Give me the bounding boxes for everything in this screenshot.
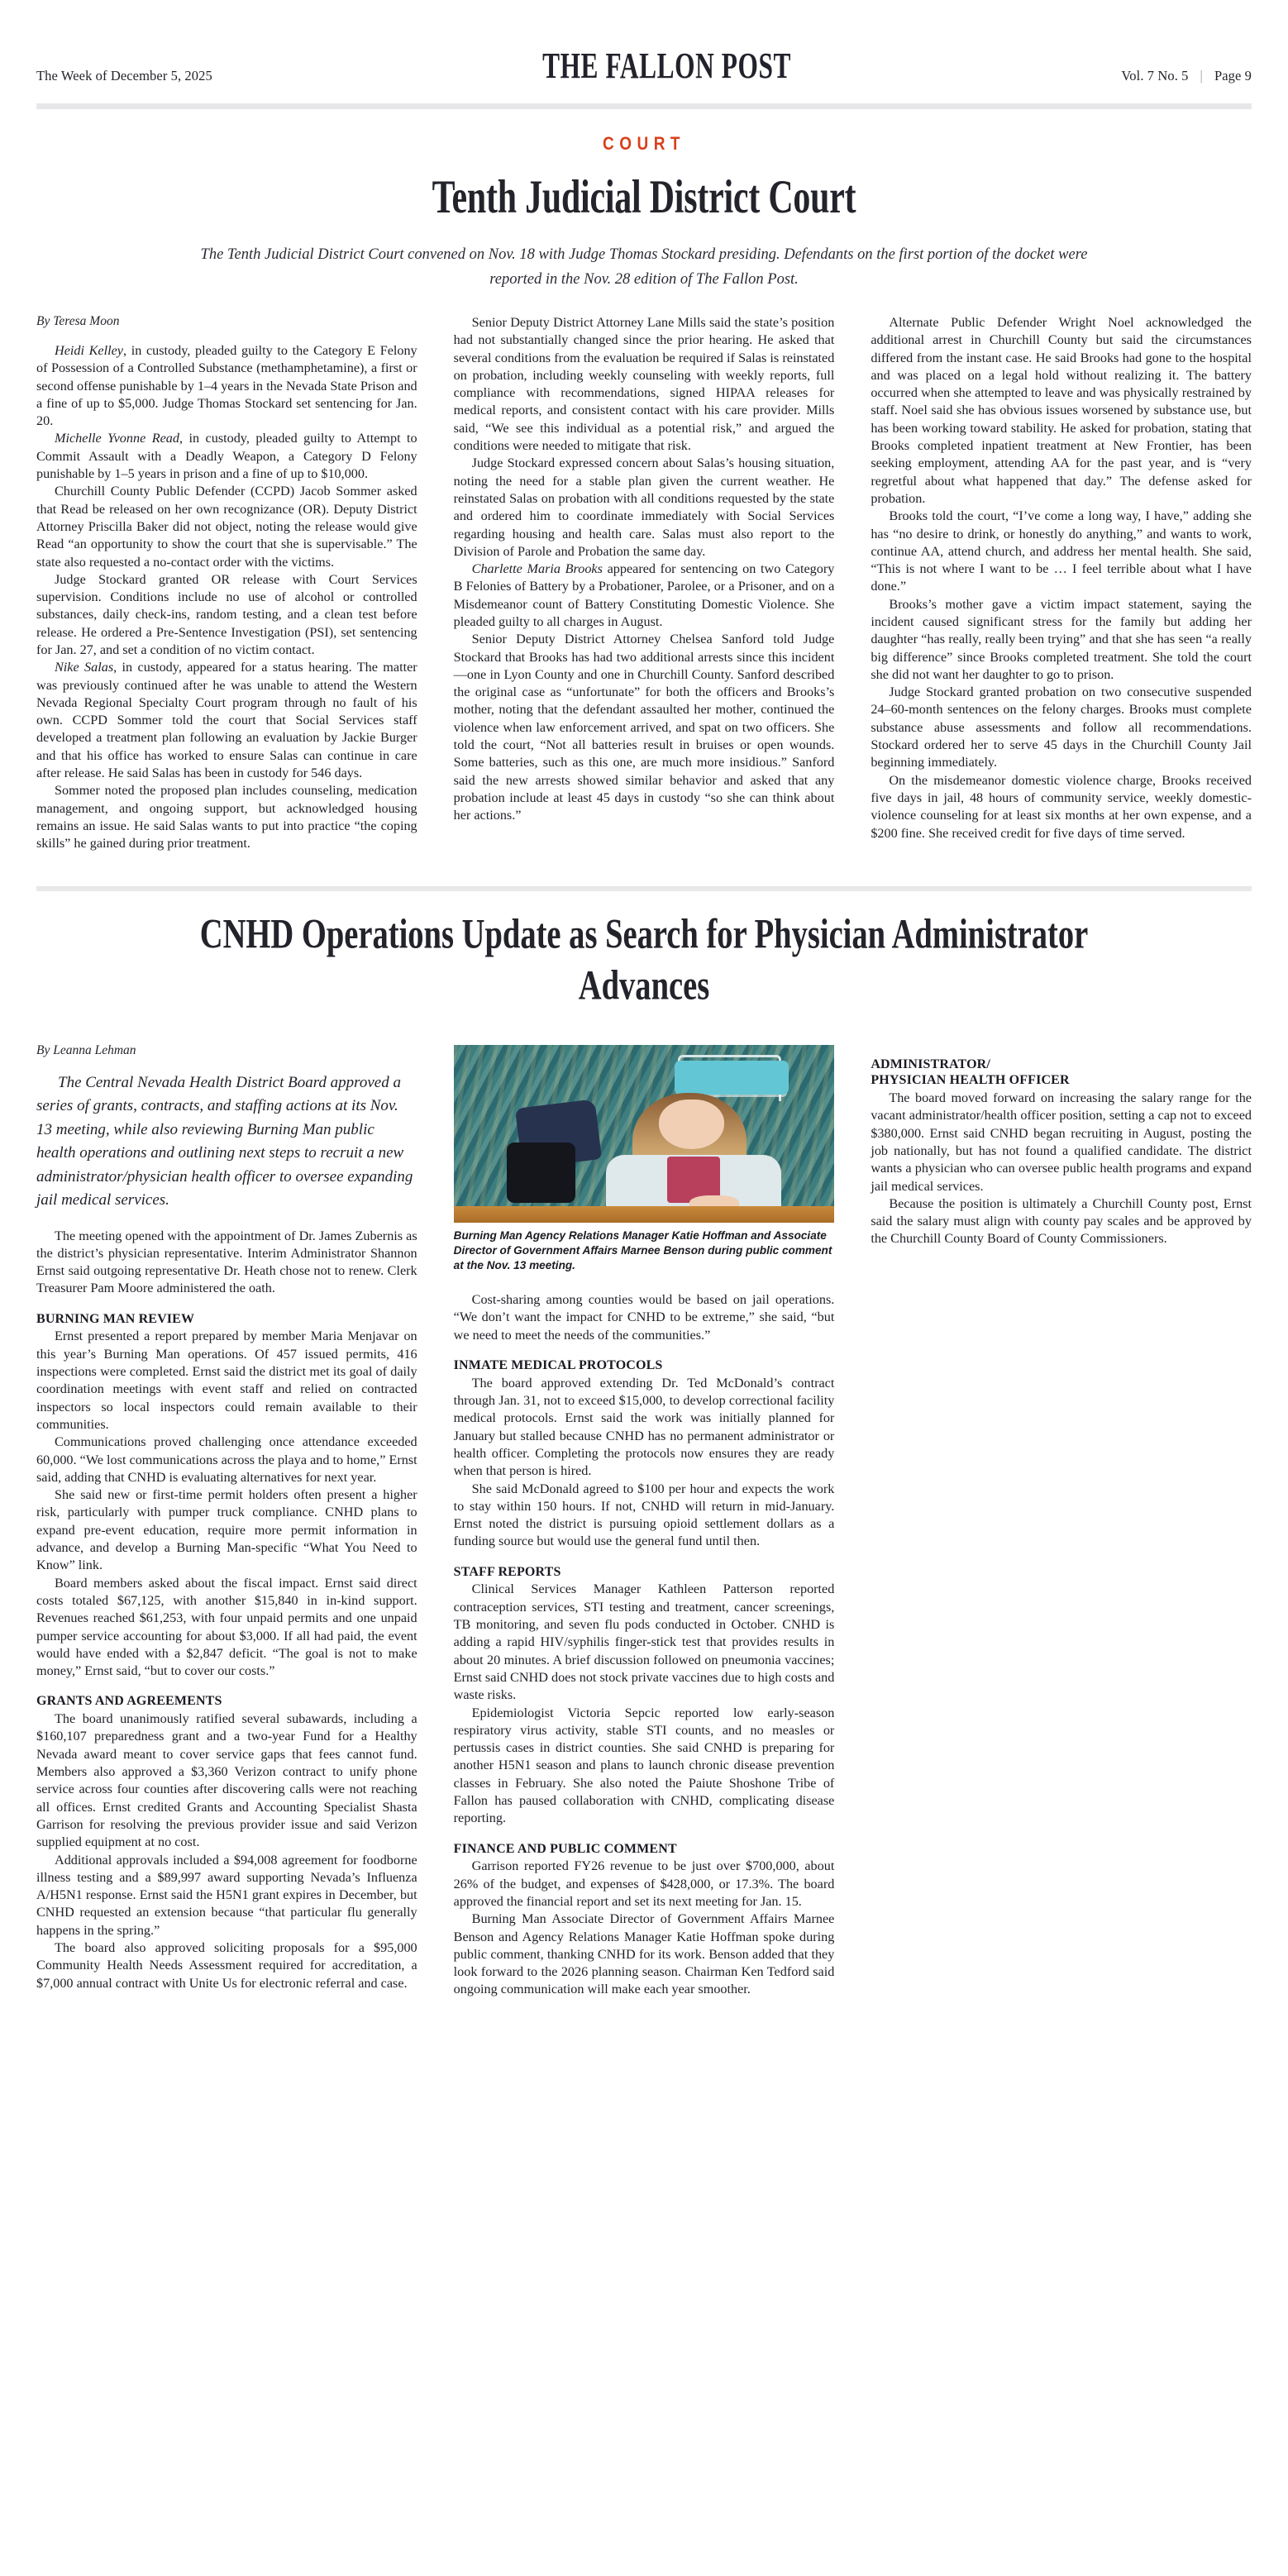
article-paragraph: Judge Stockard granted OR release with Court Services supervision. Conditions include no use of alcohol or controlled substances, daily check-ins, random testing, and a clean test before release. He ordered a Pre-Sentence Investigation (PSI), set sentencing for Jan. 27, and set a condition of no victim contact. [36, 571, 417, 657]
article-paragraph: The board moved forward on increasing the salary range for the vacant administrator/health officer position, setting a cap not to exceed $380,000. Ernst said CNHD began recruiting in August, posting the job nationally, but has not found a qualified candidate. The district wants a physician who can oversee public health programs and expand jail medical services. [871, 1090, 1252, 1194]
cnhd-byline: By Leanna Lehman [36, 1042, 136, 1057]
section-subhead: ADMINISTRATOR/ [871, 1057, 990, 1071]
article-paragraph: The board approved extending Dr. Ted McDonald’s contract through Jan. 31, not to exceed $15,000, to develop correctional facility medical protocols. Ernst said the work was initially planned for January but stalled because CNHD has no permanent administrator or health officer. Completing the protocols now ensures they are ready when that person is hired. [453, 1375, 835, 1479]
defendant-name: Nike Salas [55, 660, 114, 675]
article-divider-rule [36, 886, 1252, 891]
article-paragraph: She said new or first-time permit holders often present a higher risk, particularly with pumper truck compliance. CNHD plans to expand pre-event education, require more permit information in advance, and develop a Burning Man-specific “What You Need to Know” link. [36, 1487, 417, 1573]
masthead-page-number: Page 9 [1214, 68, 1252, 83]
masthead-title: THE FALLON POST [542, 44, 792, 86]
article-paragraph: Burning Man Associate Director of Government Affairs Marnee Benson and Agency Relations Manager Katie Hoffman spoke during public comment, thanking CNHD for its work. Benson added that they look forward to the 2026 planning season. Chairman Ken Tedford said ongoing communication will make each year smoother. [453, 1911, 835, 1997]
article-paragraph: Heidi Kelley, in custody, pleaded guilty to the Category E Felony of Possession of a Controlled Substance (methamphetamine), a first or second offense punishable by 1–4 years in the Nevada State Prison and a fine of up to $5,000. Judge Thomas Stockard set sentencing for Jan. 20. [36, 342, 417, 429]
cnhd-column-2 [454, 1043, 835, 1999]
article-paragraph: Judge Stockard granted probation on two consecutive suspended 24–60-month sentences on the felony charges. Brooks must complete substance abuse assessments and follow all recommendations. Stockard ordered her to serve 45 days in the Churchill County Jail beginning immediately. [871, 685, 1252, 770]
masthead-separator: | [1200, 68, 1203, 83]
cnhd-headline: CNHD Operations Update as Search for Physician Administrator Advances [199, 909, 1089, 1009]
court-columns [36, 314, 1252, 853]
court-col3-body [871, 314, 1252, 842]
article-paragraph: Charlette Maria Brooks appeared for sentencing on two Category B Felonies of Battery by a Probationer, Parolee, or a Prisoner, and on a Misdemeanor count of Battery Constituting Domestic Violence. She pleaded guilty to all charges in August. [453, 561, 835, 629]
masthead-rule [36, 103, 1252, 109]
article-paragraph: Churchill County Public Defender (CCPD) Jacob Sommer asked that Read be released on her own recognizance (OR). Deputy District Attorney Priscilla Baker did not object, noting the release would give Read “an opportunity to show the court that she is supervisable.” The state also requested a no-contact order with the victims. [36, 484, 417, 570]
cnhd-column-3 [871, 1043, 1252, 1999]
article-paragraph: Judge Stockard expressed concern about Salas’s housing situation, noting the need for a stable plan given the current weather. He reinstated Salas on probation with all conditions requested by the state and ordered him to coordinate immediately with Social Services regarding housing and health care. Salas must also report to the Division of Parole and Probation the same day. [453, 456, 835, 559]
defendant-name: Michelle Yvonne Read [55, 431, 179, 446]
cnhd-col1-body [36, 1228, 417, 1992]
section-subhead: INMATE MEDICAL PROTOCOLS [453, 1358, 663, 1373]
masthead-volume: Vol. 7 No. 5 [1121, 68, 1189, 83]
article-paragraph: On the misdemeanor domestic violence charge, Brooks received five days in jail, 48 hours of community service, weekly domestic-violence counseling for at least six months at her own expense, and a $200 fine. She received credit for five days of time served. [871, 772, 1252, 841]
article-paragraph: The meeting opened with the appointment of Dr. James Zubernis as the district’s physician representative. Interim Administrator Shannon Ernst said outgoing representative Dr. Heath chose not to renew. Clerk Treasurer Pam Moore administered the oath. [36, 1228, 417, 1296]
article-paragraph: Michelle Yvonne Read, in custody, pleaded guilty to Attempt to Commit Assault with a Deadly Weapon, a Category D Felony punishable by 1–5 years in prison and a fine of up to $10,000. [36, 431, 417, 482]
article-paragraph: Cost-sharing among counties would be based on jail operations. “We don’t want the impact for CNHD to be extreme,” she said, “but we need to meet the needs of the communities.” [453, 1292, 835, 1343]
court-column-1 [36, 314, 417, 853]
section-subhead: GRANTS AND AGREEMENTS [36, 1694, 222, 1709]
article-paragraph: Alternate Public Defender Wright Noel acknowledged the additional arrest in Churchill County but said the circumstances differed from the instant case. He said Brooks had gone to the hospital and was placed on a legal hold without realizing it. The battery occurred when she attempted to leave and was physically restrained by staff. Noel said she has obvious issues worsened by substance use, but has been working toward stability. He asked for probation, stating that Brooks completed inpatient treatment at New Frontier, has been seeking employment, attending AA for the past year, and is “very regretful about what happened that day.” The defense asked for probation. [871, 314, 1252, 506]
meeting-photo-figure [454, 1045, 835, 1274]
masthead-date: The Week of December 5, 2025 [36, 68, 212, 83]
article-paragraph: Board members asked about the fiscal impact. Ernst said direct costs totaled $67,125, with another $15,840 in in-kind support. Revenues reached $61,253, with four unpaid permits and one unpaid pumper service accounting for about $3,000. If all had paid, the event would have ended with a $2,847 deficit. “The goal is not to make money,” Ernst said, “but to cover our costs.” [36, 1575, 417, 1679]
cnhd-column-1 [36, 1043, 417, 1999]
court-col1-body [36, 342, 417, 853]
masthead-meta [1121, 68, 1252, 84]
section-kicker-court: COURT [602, 134, 686, 155]
article-paragraph: Senior Deputy District Attorney Chelsea Sanford told Judge Stockard that Brooks has had two additional arrests since this incident—one in Lyon County and one in Churchill County. Sanford described the original case as “unfortunate” for both the officers and Brooks’s mother, noting that the defendant assaulted her mother, continued the violence when law enforcement arrived, and spat on two officers. She told the court, “Not all batteries result in bruises or open wounds. Some batteries, such as this one, are much more insidious.” Sanford said the new arrests showed similar behavior and asked that any probation include at least 45 days in custody “so she can think about her actions.” [453, 632, 835, 823]
article-paragraph: Communications proved challenging once attendance exceeded 60,000. “We lost communications across the playa and to home,” Ernst said, adding that CNHD is evaluating alternatives for next year. [36, 1434, 417, 1485]
masthead [36, 0, 1252, 89]
cnhd-columns [36, 1043, 1252, 1999]
cnhd-col3-body [871, 1057, 1252, 1248]
court-column-2 [454, 314, 835, 853]
court-byline: By Teresa Moon [36, 313, 120, 328]
article-paragraph: Additional approvals included a $94,008 agreement for foodborne illness testing and a $89,997 award supporting Nevada’s Influenza A/H5N1 response. Ernst said the H5N1 grant expires in December, but CNHD requested an extension because “that particular flu generally happens in the spring.” [36, 1852, 417, 1938]
article-paragraph: Garrison reported FY26 revenue to be just over $700,000, about 26% of the budget, and expenses of $428,000, or 17.3%. The board approved the financial report and set its next meeting for Jan. 15. [453, 1858, 835, 1909]
defendant-name: Heidi Kelley [55, 342, 123, 358]
article-paragraph: Brooks’s mother gave a victim impact statement, saying the incident caused significant stress for the family but adding her daughter “has really, really been trying” and that she has seen “a really big difference” since Brooks completed treatment. She told the court she did not want her daughter to go to prison. [871, 596, 1252, 682]
article-paragraph: Because the position is ultimately a Churchill County post, Ernst said the salary must align with county pay scales and be approved by the Churchill County Board of County Commissioners. [871, 1195, 1252, 1247]
section-subhead: STAFF REPORTS [453, 1564, 561, 1579]
section-subhead: BURNING MAN REVIEW [36, 1311, 195, 1326]
meeting-photo [454, 1045, 835, 1223]
article-paragraph: She said McDonald agreed to $100 per hour and expects the work to stay within 150 hours. If not, CNHD will return in mid-January. Ernst noted the district is pursuing opioid settlement dollars as a funding source but would use the general fund until then. [453, 1481, 835, 1549]
article-paragraph: The board also approved soliciting proposals for a $95,000 Community Health Needs Assessment required for accreditation, a $7,000 annual contract with Unite Us for electronic referral and case. [36, 1940, 417, 1991]
article-paragraph: Senior Deputy District Attorney Lane Mills said the state’s position had not substantially changed since the prior hearing. He asked that several conditions from the evaluation be required if Salas is reinstated on probation, including weekly counseling with weekly reports, full compliance with recommendations, signed HIPAA releases for medical reports, and consistent contact with his care provider. Mills said, “We see this individual as a potential risk,” and argued the conditions were needed to mitigate that risk. [453, 314, 835, 454]
court-column-3 [871, 314, 1252, 853]
cnhd-lede: The Central Nevada Health District Board approved a series of grants, contracts, and staffing actions at its Nov. 13 meeting, while also reviewing Burning Man public health operations and outlining next steps to recruit a new administrator/physician health officer to oversee expanding jail medical services. [36, 1073, 413, 1209]
court-col2-body [454, 314, 835, 825]
article-paragraph: The board unanimously ratified several subawards, including a $160,107 preparedness grant and a two-year Fund for a Healthy Nevada award meant to cover service gaps that fees cannot fund. Members also approved a $3,360 Verizon contract to unify phone service across four counties after discovering calls were not reaching all offices. Ernst credited Grants and Accounting Specialist Shasta Garrison for resolving the previous provider issue and said Verizon supplied equipment at no cost. [36, 1711, 417, 1850]
defendant-name: Charlette Maria Brooks [471, 561, 603, 577]
court-headline: Tenth Judicial District Court [432, 170, 856, 223]
photo-person-face [659, 1100, 723, 1149]
court-deck: The Tenth Judicial District Court convened on Nov. 18 with Judge Thomas Stockard presiding. Defendants on the first portion of the docket were reported in the Nov. 28 edition of The Fallon Post. [200, 246, 1088, 288]
cnhd-col2-body [454, 1291, 835, 1999]
photo-chair-seat [675, 1061, 789, 1095]
photo-desk [454, 1206, 835, 1222]
article-paragraph: Sommer noted the proposed plan includes counseling, medication management, and ongoing support, but acknowledged housing remains an issue. He said Salas wants to put into practice “the coping skills” he gained during prior treatment. [36, 783, 417, 852]
photo-bag-lower [507, 1143, 575, 1203]
article-paragraph: Epidemiologist Victoria Sepcic reported low early-season respiratory virus activity, stable STI counts, and no measles or pertussis cases in district counties. She said CNHD is preparing for another H5N1 season and plans to launch chronic disease prevention classes in February. She also noted the Paiute Shoshone Tribe of Fallon has paused collaboration with CNHD, complicating disease reporting. [453, 1705, 835, 1826]
section-subhead: FINANCE AND PUBLIC COMMENT [453, 1841, 677, 1856]
article-paragraph: Nike Salas, in custody, appeared for a status hearing. The matter was previously continued after he was unable to attend the Western Nevada Regional Specialty Court program through no fault of his own. CCPD Sommer told the court that Social Services staff developed a treatment plan following an evaluation by Jackie Burger and that his office has worked to ensure Salas can continue in care after release. He said Salas has been in custody for 546 days. [36, 660, 417, 781]
meeting-photo-caption: Burning Man Agency Relations Manager Katie Hoffman and Associate Director of Government Affairs Marnee Benson during public comment at the Nov. 13 meeting. [453, 1228, 832, 1271]
article-paragraph: Brooks told the court, “I’ve come a long way, I have,” adding she has “no desire to drink, or honestly do anything,” and wants to work, continue AA, attend church, and address her mental health. She said, “This is not where I want to be … I feel terrible about what I have done.” [871, 508, 1252, 594]
article-paragraph: Clinical Services Manager Kathleen Patterson reported contraception services, STI testing and treatment, cancer screenings, TB monitoring, and seven flu pods conducted in October. CNHD is adding a rapid HIV/syphilis finger-stick test that provides results in about 20 minutes. A brief discussion followed on pneumonia vaccines; Ernst said CNHD does not stock private vaccines due to high costs and waste risks. [453, 1581, 835, 1703]
article-paragraph: Ernst presented a report prepared by member Maria Menjavar on this year’s Burning Man operations. Of 457 issued permits, 416 inspections were completed. Ernst said the district met its goal of daily coordination meetings with event staff and relied on contracted inspectors so local inspectors could remain available to their communities. [36, 1329, 417, 1432]
section-subhead: PHYSICIAN HEALTH OFFICER [871, 1073, 1070, 1088]
